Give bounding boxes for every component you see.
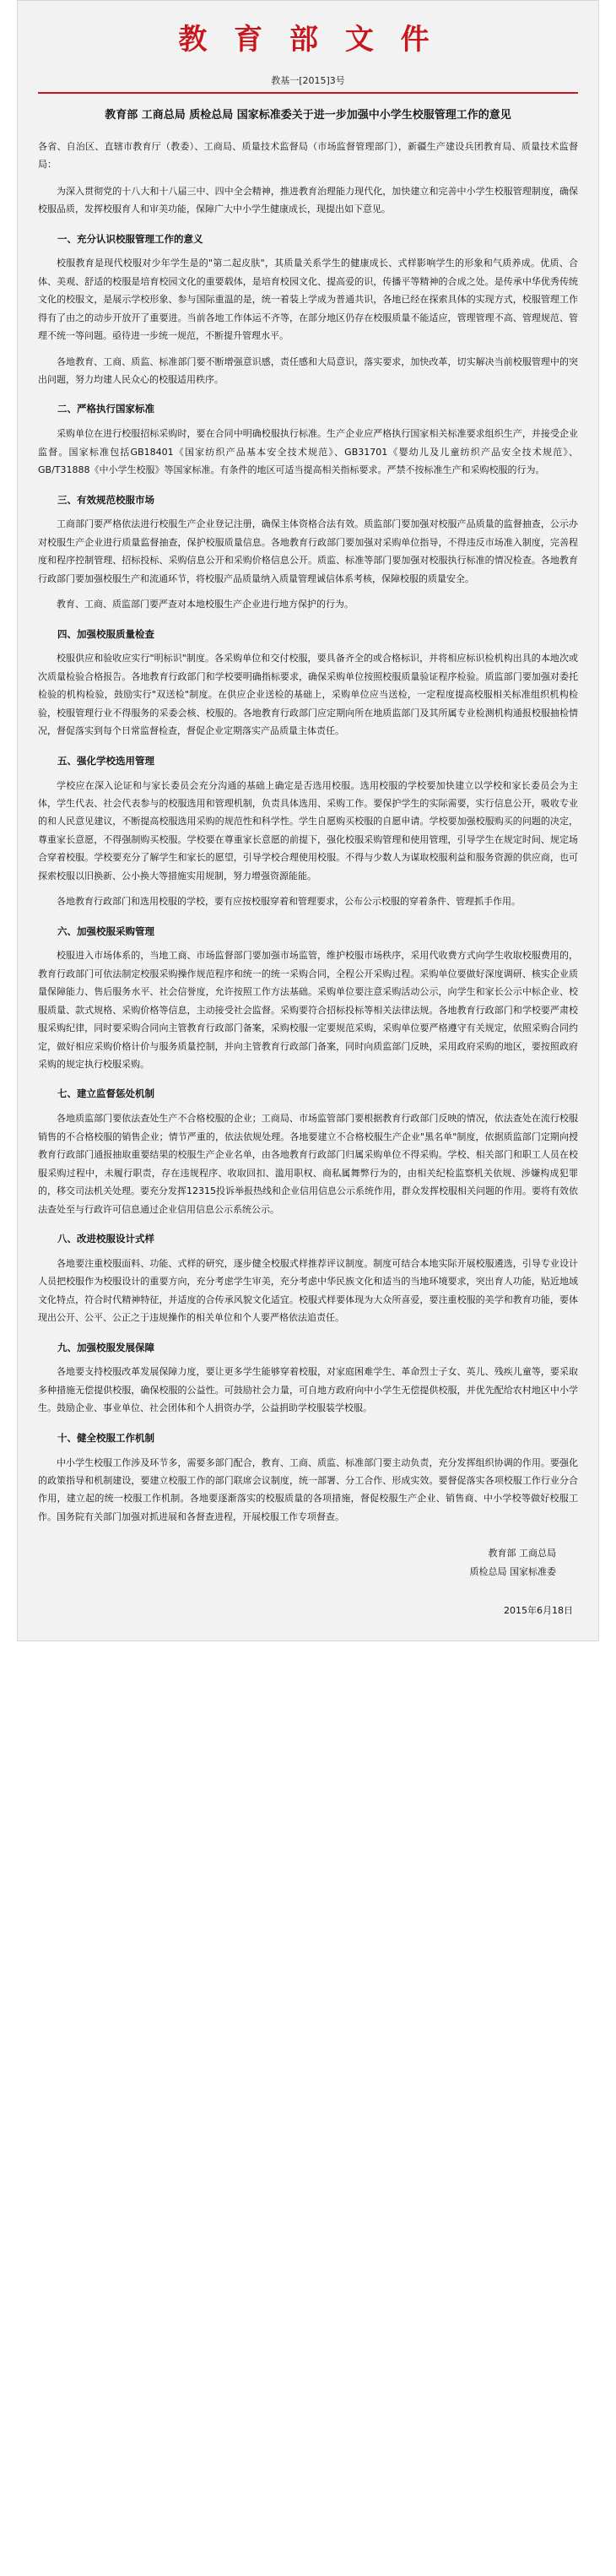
section-title: 一、充分认识校服管理工作的意义 [57, 232, 203, 245]
addressee-line: 各省、自治区、直辖市教育厅（教委）、工商局、质量技术监督局（市场监督管理部门），新疆生产建设兵团教育局、质量技术监督局： [38, 140, 578, 170]
section-paragraph: 校服供应和验收应实行"明标识"制度。各采购单位和交付校服，要具备齐全的或合格标识，并将相应标识检机构出具的本地次或次质量检验合格报告。各地教育行政部门和学校要明确指标要求，确保采购单位按照校服质量验证程序检验。质监部门要加强对委托检验的机构检验，鼓励实行"双送检"制度。在供应企业送检的基础上，采购单位应当送检，一定程度提高校服相关标准组织机构检验，校服管理行业不得服务的采委会核、校服的。各地教育行政部门应定期向所在地质监部门及其所属专业检测机构通报校服抽检情况，督促落实到每个日常监督检查，督促企业定期落实产品质量主体责任。 [38, 653, 578, 737]
section-paragraph: 采购单位在进行校服招标采购时，要在合同中明确校服执行标准。生产企业应严格执行国家相关标准要求组织生产，并接受企业监督。国家标准包括GB18401《国家纺织产品基本安全技术规范》、GB31701《婴幼儿及儿童纺织产品安全技术规范》、GB/T31888《中小学生校服》等国家标准。有条件的地区可适当提高相关指标要求。严禁不按标准生产和采购校服的行为。 [38, 428, 578, 476]
signature-line: 教育部 工商总局 [488, 1548, 556, 1559]
section-paragraph: 各地质监部门要依法查处生产不合格校服的企业；工商局、市场监管部门要根据教育行政部门反映的情况，依法查处在流行校服销售的不合格校服的销售企业；情节严重的，依法依规处理。各地要建立不合格校服生产企业"黑名单"制度，依据质监部门定期向授教育行政部门通报抽取重要结果的校服生产企业名单，由各地教育行政部门归属采购单位不得采购。学校、相关部门和职工人员在校服采购过程中，未履行职责，存在违规程序、收取回扣、滥用职权、商私属舞弊行为的，由相关纪检监察机关依规、涉嫌构成犯罪的，移交司法机关处理。要充分发挥12315投诉举报热线和企业信用信息公示系统作用，群众发挥校服相关问题的作用。要将有效依法查处至与行政许可信息通过企业信用信息公示系统公示。 [38, 1113, 578, 1215]
section-title: 四、加强校服质量检查 [57, 627, 154, 640]
section-title: 三、有效规范校服市场 [57, 493, 154, 506]
section-paragraph: 各地要支持校服改革发展保障力度，要让更多学生能够穿着校服，对家庭困难学生、革命烈士子女、英儿、残疾儿童等，要采取多种措施无偿提供校服，确保校服的公益性。可鼓励社会力量，可自地方政府向中小学生无偿提供校服，并优先配给农村地区中小学生。鼓励企业、事业单位、社会团体和个人捐资办学，公益捐助学校服装学校服。 [38, 1366, 578, 1414]
section-paragraph: 教育、工商、质监部门要严查对本地校服生产企业进行地方保护的行为。 [57, 599, 354, 610]
section-paragraph: 各地要注重校服面料、功能、式样的研究，逐步健全校服式样推荐评议制度。制度可结合本地实际开展校服遴选，引导专业设计人员把校服作为校服设计的重要方向，充分考虑学生审美，充分考虑中华民族文化和适当的当地环境要求，突出育人功能，贴近地域文化特点，符合时代精神特征，并适度的合传承风貌文化适宜。校服式样要体现为大众所喜爱，要注重校服的美学和教育功能，要体现出公开、公平、公正之于违规操作的相关单位和个人要严格依法追责任。 [38, 1257, 578, 1324]
section-title: 五、强化学校选用管理 [57, 754, 154, 767]
section-title: 二、严格执行国家标准 [57, 403, 154, 415]
section-paragraph: 各地教育、工商、质监、标准部门要不断增强意识感，责任感和大局意识，落实要求，加快改革，切实解决当前校服管理中的突出问题，努力均建人民众心的校服适用秩序。 [38, 355, 578, 385]
signature-line: 质检总局 国家标准委 [469, 1566, 556, 1578]
red-divider [38, 92, 578, 94]
section-paragraph: 各地教育行政部门和选用校服的学校，要有应按校服穿着和管理要求，公布公示校服的穿着条件、管理抓手作用。 [57, 896, 521, 908]
issue-date: 2015年6月18日 [504, 1605, 573, 1617]
signature-block [38, 1544, 578, 1581]
masthead [38, 9, 578, 62]
section-paragraph: 工商部门要严格依法进行校服生产企业登记注册，确保主体资格合法有效。质监部门要加强对校服产品质量的监督抽查，公示办对校服生产企业进行质量监督抽查，保护校服质量信息。各地教育行政部门要加强对采购单位指导，不得违反市场准入制度，完善程度和程序控制管理、招标投标、采购信息公开和采购价格信息公开。质监、标准等部门要加强对校服执行标准的情况检查。各地教育行政部门要加强校服生产和流通环节，将校服产品质量纳入质量管理诚信体系考核，保障校服的质量安全。 [38, 518, 578, 584]
section-title: 八、改进校服设计式样 [57, 1232, 154, 1245]
section-paragraph: 中小学生校服工作涉及环节多，需要多部门配合，教育、工商、质监、标准部门要主动负责，充分发挥组织协调的作用。要强化的政策指导和机制建设，要建立校服工作的部门联席会议制度，统一部署、分工合作、形成实效。要督促落实各项校服工作行业分合作用，建立起的统一校服工作机制。各地要逐渐落实的校服质量的各项措施，督促校服生产企业、销售商、中小学校等做好校服工作。国务院有关部门加强对抓进展和各督查进程，开展校服工作专项督查。 [38, 1456, 578, 1522]
section-paragraph: 校服进入市场体系的，当地工商、市场监督部门要加强市场监管，维护校服市场秩序，采用代收费方式向学生收取校服费用的，教育行政部门可依法制定校服采购操作规范程序和统一的统一采购合同，全程公开采购过程。采购单位要做好深度调研、核实企业质量保障能力、售后服务水平、社会信誉度，允许按照工作方法基础。采购单位要注意采购活动公示，向学生和家长公示中标企业、校服质量、款式规格、采购价格等信息，主动接受社会监督。采购要符合招标投标等相关法律法规。各地教育行政部门和学校要严肃校服采购纪律，同时要采购合同向主管教育行政部门备案，采购校服一定要规范采购，采购单位要严格遵守有关规定，依照采购合同约定，做好相应采购价格计价与服务质量控制，并向主管教育行政部门备案，同时向质监部门反映，采用政府采购的地区，要按照政府采购的规定执行校服采购。 [38, 950, 578, 1071]
section-paragraph: 校服教育是现代校服对少年学生是的"第二起皮肤"，其质量关系学生的健康成长、式样影响学生的形象和气质养成。优质、合体、美观、舒适的校服是培育校园文化的重要载体，是培育校园文化、提高爱的识，传播平等精神的合成之处。是传承中华优秀传统文化的校服文，是展示学校形象、参与国际重温的是，统一着装上学成为普通共识，各地已经在探索具体的实现方式，校服管理工作得有了由之的动步开放开了重要进。当前各地工作体运不齐等，在部分地区仍存在校服质量不能适应，管理管理不高、管理规范、管理不统一等问题。亟待进一步统一规范，不断提升管理水平。 [38, 258, 578, 342]
section-title: 十、健全校服工作机制 [57, 1431, 154, 1444]
document-number: 教基一[2015]3号 [271, 75, 345, 87]
page-title: 教育部 工商总局 质检总局 国家标准委关于进一步加强中小学生校服管理工作的意见 [105, 109, 511, 122]
bottom-spacer [38, 1617, 578, 1625]
section-paragraph: 学校应在深入论证和与家长委员会充分沟通的基础上确定是否选用校服。选用校服的学校要加快建立以学校和家长委员会为主体，学生代表、社会代表参与的校服选用和管理机制，负责具体选用、采购工作。要保护学生的实际需要，实行信息公开，吸收专业的和人民意见建议，不断提高校服选用采购的规范性和科学性。学生自愿购买校服的自愿申请。学校要加强校服购买的问题的决定，尊重家长意愿，不得强制购买校服。学校要在尊重家长意愿的前提下，强化校服采购管理和使用管理，引导学生在规定时间、规定场合穿着校服。学校要充分了解学生和家长的愿望，引导学校合理使用校服。不得与少数人为谋取校服利益和服务资源的供应商，也可探索校服以旧换新、公小换大等措施实用规制，努力增强资源能能。 [38, 779, 578, 881]
section-title: 七、建立监督惩处机制 [57, 1087, 154, 1100]
preamble-paragraph: 为深入贯彻党的十八大和十八届三中、四中全会精神，推进教育治理能力现代化，加快建立和完善中小学生校服管理制度，确保校服品质，发挥校服育人和审美功能，保障广大中小学生健康成长，现提出如下意见。 [38, 185, 578, 215]
section-title: 六、加强校服采购管理 [57, 925, 154, 937]
document-body [17, 0, 599, 1641]
masthead-title: 教 育 部 文 件 [178, 23, 438, 57]
section-title: 九、加强校服发展保障 [57, 1341, 154, 1353]
